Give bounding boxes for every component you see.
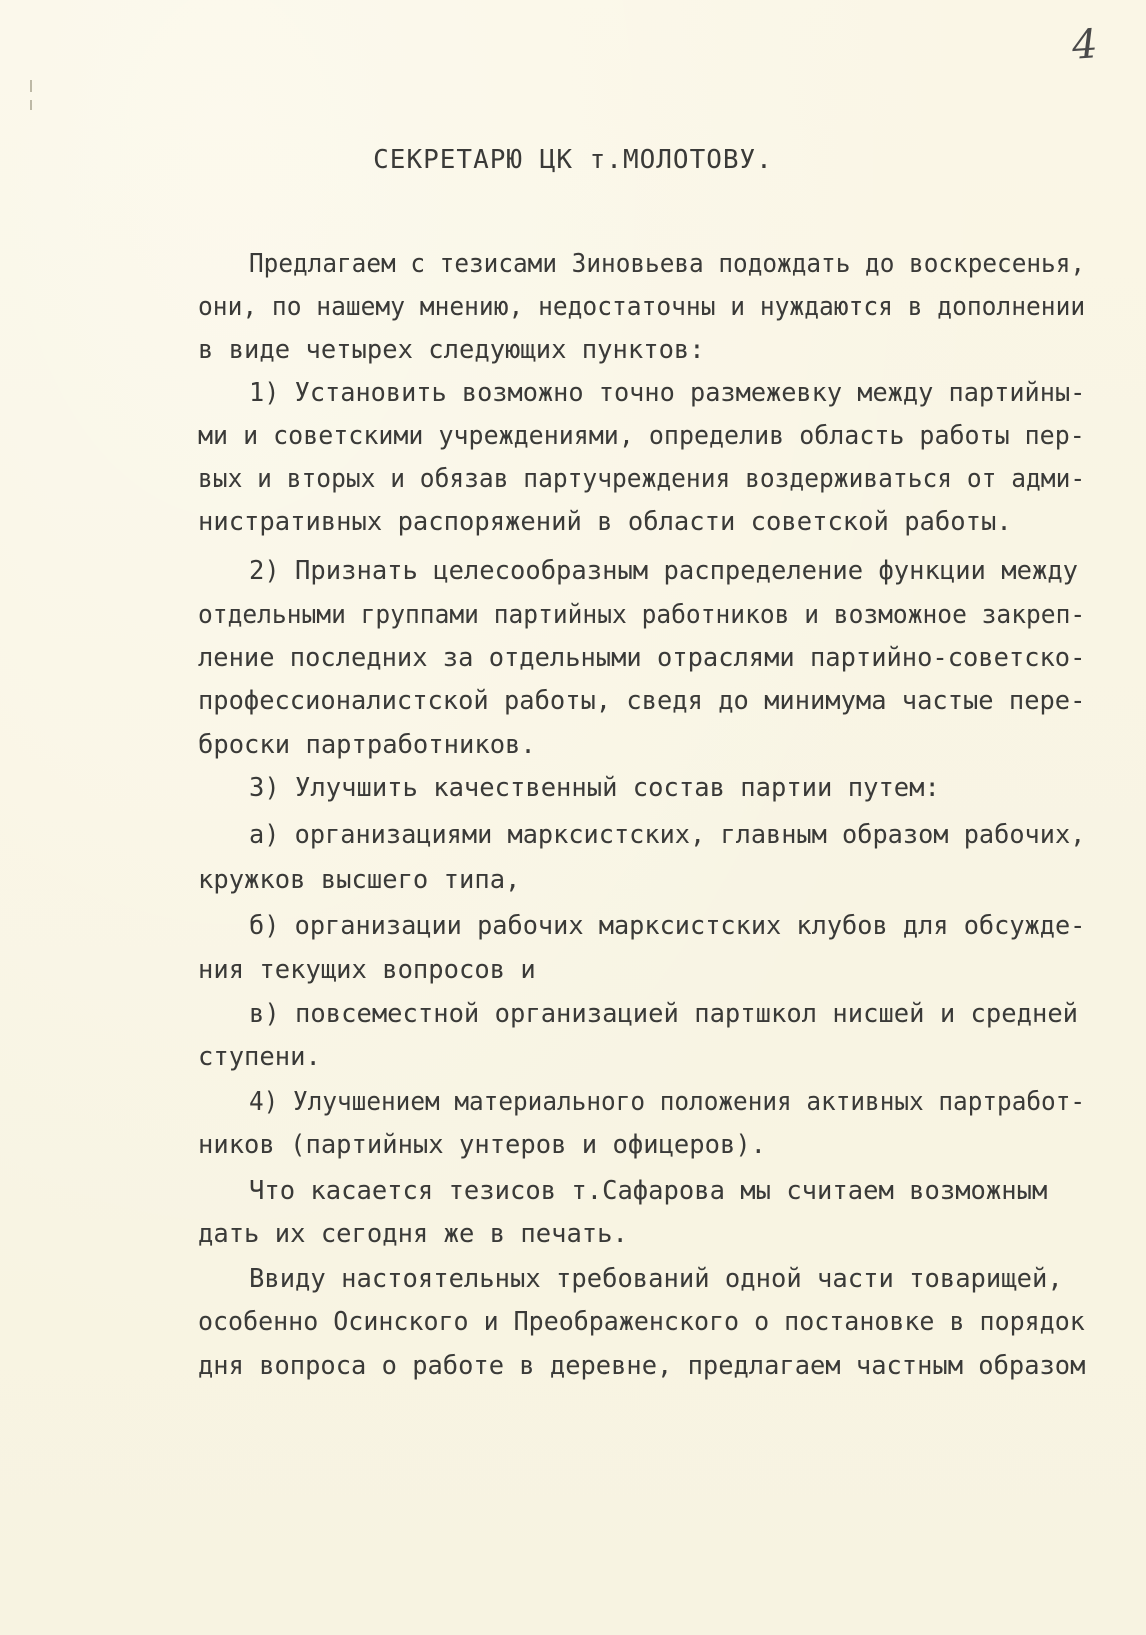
text-line: дать их сегодня же в печать. bbox=[198, 1219, 628, 1249]
text-line: вых и вторых и обязав партучреждения воздерживаться от адми- bbox=[198, 464, 1086, 494]
text-line: броски партработников. bbox=[198, 730, 536, 760]
text-line: ступени. bbox=[198, 1042, 321, 1072]
text-line: 2) Признать целесообразным распределение функции между bbox=[249, 556, 1079, 586]
page-number: 4 bbox=[1070, 21, 1100, 69]
text-line: ление последних за отдельными отраслями партийно-советско- bbox=[198, 643, 1086, 673]
text-line: 4) Улучшением материального положения активных партработ- bbox=[249, 1087, 1086, 1117]
text-line: Ввиду настоятельных требований одной части товарищей, bbox=[249, 1264, 1063, 1294]
document-heading: СЕКРЕТАРЮ ЦК т.МОЛОТОВУ. bbox=[373, 145, 773, 175]
text-line: ния текущих вопросов и bbox=[198, 955, 536, 985]
text-line: Предлагаем с тезисами Зиновьева подождать до воскресенья, bbox=[249, 249, 1086, 279]
text-line: в виде четырех следующих пунктов: bbox=[198, 335, 705, 365]
text-line: профессионалистской работы, сведя до минимума частые пере- bbox=[198, 686, 1086, 716]
text-line: нистративных распоряжений в области советской работы. bbox=[198, 507, 1012, 537]
margin-punch-mark bbox=[30, 100, 36, 110]
text-line: ников (партийных унтеров и офицеров). bbox=[198, 1130, 767, 1160]
text-line: ми и советскими учреждениями, определив область работы пер- bbox=[198, 421, 1085, 451]
text-line: 3) Улучшить качественный состав партии путем: bbox=[249, 773, 940, 803]
text-line: они, по нашему мнению, недостаточны и нуждаются в дополнении bbox=[198, 292, 1086, 322]
text-line: дня вопроса о работе в деревне, предлагаем частным образом bbox=[198, 1351, 1086, 1381]
text-line: б) организации рабочих марксистских клубов для обсужде- bbox=[249, 911, 1086, 941]
text-line: Что касается тезисов т.Сафарова мы считаем возможным bbox=[249, 1176, 1048, 1206]
margin-punch-mark bbox=[30, 80, 36, 92]
text-line: особенно Осинского и Преображенского о постановке в порядок bbox=[198, 1307, 1085, 1337]
text-line: отдельными группами партийных работников и возможное закреп- bbox=[198, 600, 1086, 630]
text-line: а) организациями марксистских, главным образом рабочих, bbox=[249, 820, 1086, 850]
text-line: 1) Установить возможно точно размежевку между партийны- bbox=[249, 378, 1086, 408]
text-line: кружков высшего типа, bbox=[198, 865, 521, 895]
text-line: в) повсеместной организацией партшкол нисшей и средней bbox=[249, 999, 1079, 1029]
